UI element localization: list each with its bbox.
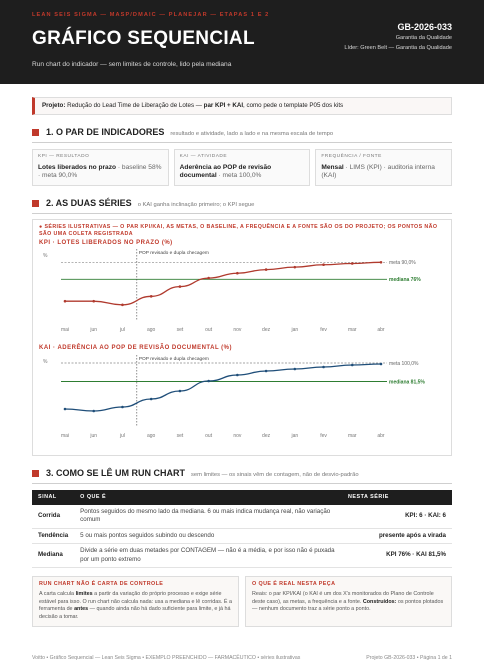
doc-id: GB-2026-033 xyxy=(397,22,452,32)
median-label: mediana 76% xyxy=(389,277,421,284)
data-point xyxy=(179,286,182,289)
data-point xyxy=(121,304,124,307)
x-tick-label: fev xyxy=(320,432,327,439)
text-run: — quando ainda não há dado suficiente para limite, e já há decisão a tomar. xyxy=(39,606,231,620)
section-1-subtitle: resultado e atividade, lado a lado e na mesma escala de tempo xyxy=(170,131,334,138)
y-axis-label: % xyxy=(43,358,48,365)
description-cell: Divide a série em duas metades por CONTAGEM — não é a média, e por isso não é puxada por um ponto extremo xyxy=(74,544,342,568)
text-run: a partir da variação do próprio processo e exige série estável para isso. O run chart não calcula nada: usa a mediana e lê corridas. É a ferramenta de xyxy=(39,591,232,613)
x-tick-label: out xyxy=(205,327,213,334)
data-point xyxy=(322,264,325,267)
page-footer xyxy=(32,655,452,662)
x-tick-label: jul xyxy=(119,327,125,334)
x-tick-label: mai xyxy=(60,327,70,334)
data-point xyxy=(294,367,297,370)
card-value-main: Mensal xyxy=(321,163,344,171)
frequency-card xyxy=(315,149,452,186)
description-cell: Pontos seguidos do mesmo lado da mediana. 6 ou mais indica mudança real, não variação comum xyxy=(74,505,342,528)
x-tick-label: nov xyxy=(233,327,242,334)
x-tick-label: ago xyxy=(147,432,156,439)
leader: Líder: Green Belt — Garantia da Qualidade xyxy=(344,44,452,51)
project-text-a: Redução do Lead Time de Liberação de Lotes — xyxy=(65,102,204,109)
x-tick-label: abr xyxy=(377,432,385,439)
text-run: Reais: o par KPI/KAI (o KAI é um dos X's monitorados do Plano de Controle deste caso), as metas, a frequência e a fonte. xyxy=(252,591,434,605)
section-1-header xyxy=(32,126,452,139)
intervention-label: POP revisado e dupla checagem xyxy=(138,251,209,257)
x-tick-label: jun xyxy=(90,432,98,439)
card-label: KAI — ATIVIDADE xyxy=(179,154,228,160)
callout-title: O QUE É REAL NESTA PEÇA xyxy=(252,580,336,587)
table-header-row xyxy=(32,490,452,505)
footer-left: Voitto • Gráfico Sequencial — Lean Seis Sigma • EXEMPLO PREENCHIDO — FARMACÊUTICO • séries ilustrativas xyxy=(32,655,301,661)
col-header-signal: SINAL xyxy=(32,490,74,505)
data-point xyxy=(294,266,297,269)
section-2-subtitle: o KAI ganha inclinação primeiro; o KPI segue xyxy=(137,202,255,209)
y-axis-label: % xyxy=(43,253,48,260)
project-text-b: par KPI + KAI xyxy=(203,102,244,109)
col-header-what: O QUE É xyxy=(74,490,342,505)
data-point xyxy=(121,405,124,408)
x-tick-label: out xyxy=(205,432,213,439)
signal-cell: Tendência xyxy=(32,528,74,543)
kpi-chart-title: KPI · LOTES LIBERADOS NO PRAZO (%) xyxy=(39,240,173,247)
data-point xyxy=(207,379,210,382)
data-point xyxy=(322,365,325,368)
data-point xyxy=(64,300,67,303)
card-value-detail: · baseline 58% · meta 90,0% xyxy=(38,163,162,180)
col-header-here: NESTA SÉRIE xyxy=(342,490,452,505)
value-cell: KPI 76% · KAI 81,5% xyxy=(342,544,452,568)
section-1-title: 1. O PAR DE INDICADORES xyxy=(46,127,165,138)
kai-chart-title: KAI · ADERÊNCIA AO POP DE REVISÃO DOCUMENTAL (%) xyxy=(39,345,233,352)
card-value-main: Aderência ao POP de revisão documental xyxy=(179,163,272,180)
x-tick-label: set xyxy=(176,432,184,439)
section-marker xyxy=(32,470,39,477)
text-bold: Construídos: xyxy=(362,598,397,605)
project-banner xyxy=(32,97,452,115)
section-3-header xyxy=(32,467,452,480)
data-point xyxy=(351,263,354,266)
data-point xyxy=(236,272,239,275)
signal-cell: Mediana xyxy=(32,544,74,568)
kai-card xyxy=(174,149,311,186)
target-label: meta 100,0% xyxy=(389,360,419,367)
target-label: meta 90,0% xyxy=(389,260,416,267)
illustrative-note: ● SÉRIES ILUSTRATIVAS — O PAR KPI/KAI, AS METAS, O BASELINE, A FREQUÊNCIA E A FONTE SÃO OS DO PROJETO; OS PONTOS NÃO SÃO UMA COLETA REGISTRADA xyxy=(39,223,438,238)
card-label: FREQUÊNCIA / FONTE xyxy=(321,154,382,160)
data-point xyxy=(92,300,95,303)
x-tick-label: mar xyxy=(347,432,357,439)
x-tick-label: abr xyxy=(377,327,385,334)
data-point xyxy=(380,261,383,264)
x-tick-label: fev xyxy=(320,327,327,334)
run-chart-signals-table xyxy=(32,490,452,568)
indicator-cards xyxy=(32,149,452,186)
page-title: GRÁFICO SEQUENCIAL xyxy=(32,27,255,49)
data-point xyxy=(265,269,268,272)
data-point xyxy=(64,407,67,410)
data-point xyxy=(380,362,383,365)
data-point xyxy=(150,397,153,400)
card-value-main: Lotes liberados no prazo xyxy=(38,163,117,171)
header-meta xyxy=(344,21,452,52)
header-eyebrow: LEAN SEIS SIGMA — MASP/DMAIC — PLANEJAR — ETAPAS 1 E 2 xyxy=(32,12,270,18)
x-tick-label: jan xyxy=(291,432,299,439)
text-bold: limites xyxy=(75,591,93,598)
text-run: A carta calcula xyxy=(39,591,76,598)
project-label: Projeto: xyxy=(42,102,66,109)
data-point xyxy=(150,295,153,298)
card-value xyxy=(180,164,305,181)
card-value xyxy=(38,164,163,181)
table-row xyxy=(32,528,452,543)
data-point xyxy=(179,389,182,392)
card-value-detail: · LIMS (KPI) · auditoria interna (KAI) xyxy=(321,163,435,180)
callout-boxes xyxy=(32,576,452,627)
series-line xyxy=(65,263,381,306)
text-bold: antes xyxy=(74,606,89,613)
section-3-title: 3. COMO SE LÊ UM RUN CHART xyxy=(46,467,186,478)
median-label: mediana 81,5% xyxy=(389,378,425,385)
section-2-title: 2. AS DUAS SÉRIES xyxy=(46,198,132,209)
value-cell: KPI: 6 · KAI: 6 xyxy=(342,505,452,528)
section-divider xyxy=(32,213,452,214)
x-tick-label: nov xyxy=(233,432,242,439)
x-tick-label: jan xyxy=(291,327,299,334)
callout-body xyxy=(39,591,232,621)
section-divider xyxy=(32,483,452,484)
kai-run-chart xyxy=(39,353,445,443)
x-tick-label: mar xyxy=(347,327,357,334)
charts-panel xyxy=(32,219,452,456)
intervention-label: POP revisado e dupla checagem xyxy=(138,356,209,362)
text-run: os pontos plotados — nenhum documento traz a série ponto a ponto. xyxy=(252,598,444,613)
page-subtitle: Run chart do indicador — sem limites de controle, lido pela mediana xyxy=(32,61,232,69)
series-line xyxy=(65,364,381,411)
section-3-subtitle: sem limites — os sinais vêm de contagem, não de desvio-padrão xyxy=(191,471,359,478)
section-divider xyxy=(32,142,452,143)
data-point xyxy=(207,277,210,280)
x-tick-label: mai xyxy=(60,432,70,439)
x-tick-label: set xyxy=(176,327,184,334)
data-point xyxy=(92,409,95,412)
kpi-card xyxy=(32,149,169,186)
callout-what-is-real xyxy=(245,576,452,627)
signal-cell: Corrida xyxy=(32,505,74,528)
data-point xyxy=(351,363,354,366)
x-tick-label: jul xyxy=(119,432,125,439)
kpi-run-chart xyxy=(39,247,445,337)
table-row xyxy=(32,544,452,568)
project-text-c: , como pede o template P05 dos kits xyxy=(243,102,344,109)
data-point xyxy=(265,369,268,372)
department: Garantia da Qualidade xyxy=(395,35,452,42)
callout-title: RUN CHART NÃO É CARTA DE CONTROLE xyxy=(39,580,164,587)
page-header xyxy=(0,0,484,84)
x-tick-label: ago xyxy=(147,327,156,334)
x-tick-label: dez xyxy=(262,327,271,334)
table-row xyxy=(32,505,452,528)
section-marker xyxy=(32,129,39,136)
x-tick-label: dez xyxy=(262,432,271,439)
description-cell: 5 ou mais pontos seguidos subindo ou descendo xyxy=(74,528,342,543)
callout-body xyxy=(252,591,445,614)
section-marker xyxy=(32,200,39,207)
callout-run-chart-vs-control xyxy=(32,576,239,627)
x-tick-label: jun xyxy=(90,327,98,334)
section-2-header xyxy=(32,197,452,210)
card-value xyxy=(321,164,446,181)
card-label: KPI — RESULTADO xyxy=(38,154,90,160)
card-value-detail: · meta 100,0% xyxy=(216,172,262,180)
footer-right: Projeto GB-2026-033 • Página 1 de 1 xyxy=(366,655,452,661)
data-point xyxy=(236,373,239,376)
value-cell: presente após a virada xyxy=(342,528,452,543)
